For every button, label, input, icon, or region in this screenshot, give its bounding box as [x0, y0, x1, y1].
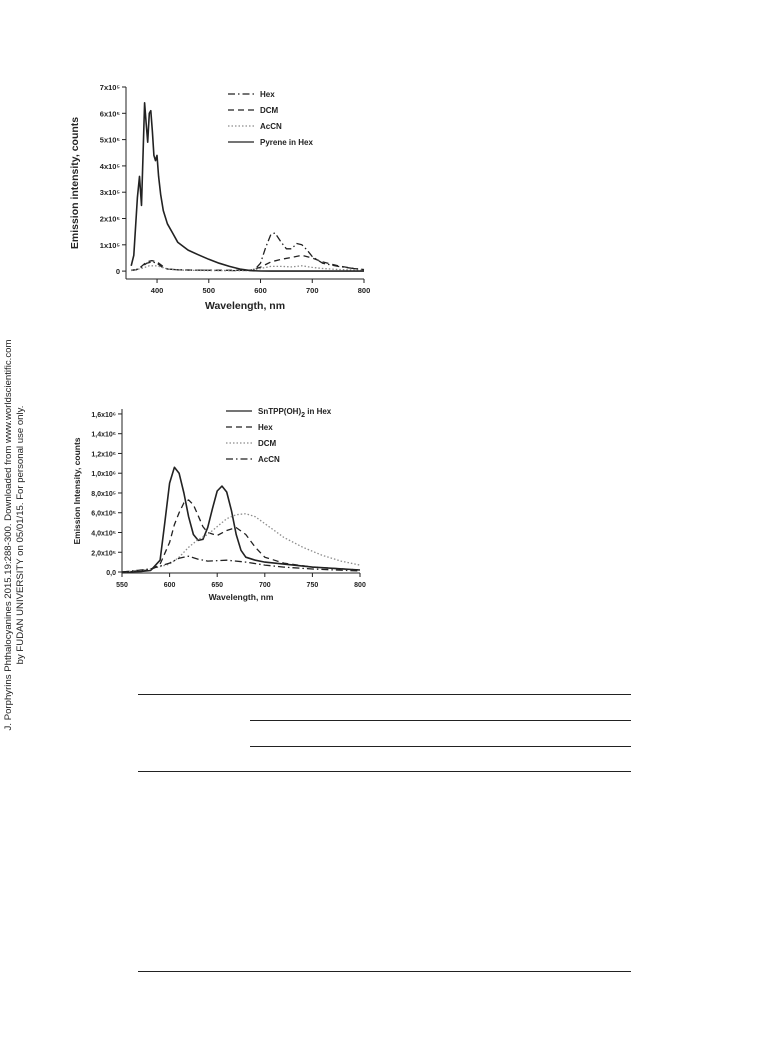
x-tick-label: 650	[211, 582, 224, 589]
y-axis-label: Emission Intensity, counts	[72, 437, 82, 545]
y-tick-label: 4x10⁵	[99, 161, 120, 171]
emission-chart-sntpp	[60, 395, 380, 605]
chart-1-svg	[60, 76, 380, 316]
y-tick-label: 4,0x10⁵	[91, 530, 116, 538]
y-tick-label: 2,0x10⁵	[91, 550, 116, 558]
y-tick-label: 1,6x10⁶	[91, 411, 116, 419]
y-tick-label: 8,0x10⁵	[91, 490, 116, 498]
x-tick-label: 550	[116, 582, 128, 589]
emission-chart-pyrene	[60, 76, 380, 316]
x-tick-label: 700	[306, 286, 319, 295]
legend-label-3: Pyrene in Hex	[260, 138, 313, 147]
series-line-3	[131, 103, 364, 271]
y-tick-label: 0	[115, 267, 120, 277]
x-tick-label: 600	[163, 582, 176, 589]
legend-label-main: SnTPP(OH)	[258, 407, 302, 416]
sidebar-line-2: by FUDAN UNIVERSITY on 05/01/15. For personal use only.	[15, 405, 26, 665]
legend-label-1: DCM	[260, 106, 279, 115]
y-tick-label: 3x10⁵	[99, 188, 120, 198]
sidebar-citation-svg	[2, 330, 28, 740]
x-tick-label: 700	[258, 582, 271, 589]
legend-label-1	[258, 423, 273, 432]
y-tick-label: 0,0	[106, 570, 116, 578]
sidebar-line-1: J. Porphyrins Phthalocyanines 2015.19:288-300. Downloaded from www.worldscientific.com	[3, 339, 14, 731]
y-tick-label: 1,0x10⁶	[91, 471, 116, 479]
series-line-0	[131, 233, 364, 271]
x-tick-label: 750	[306, 582, 319, 589]
y-tick-label: 1,4x10⁶	[91, 431, 116, 439]
y-tick-label: 6,0x10⁵	[91, 510, 116, 518]
series-line-3	[122, 556, 360, 572]
table-header-rule	[138, 771, 631, 772]
legend-label-suffix: in Hex	[305, 407, 332, 416]
legend-label-main: AcCN	[258, 455, 280, 464]
x-tick-label: 800	[357, 286, 371, 295]
table-bottom-rule	[138, 971, 631, 972]
y-tick-label: 6x10⁵	[99, 109, 120, 119]
x-tick-label: 800	[354, 582, 366, 589]
legend-label-0: Hex	[260, 90, 275, 99]
table-sub-rule-1	[250, 720, 631, 721]
legend-label-2	[258, 439, 277, 448]
y-tick-label: 7x10⁵	[99, 83, 120, 92]
table-sub-rule-2	[250, 746, 631, 747]
legend-label-2: AcCN	[260, 122, 282, 131]
x-tick-label: 400	[150, 286, 164, 295]
legend-label-main: DCM	[258, 439, 277, 448]
y-tick-label: 1,2x10⁶	[91, 451, 116, 459]
x-axis-label: Wavelength, nm	[204, 300, 286, 312]
legend-label-main: Hex	[258, 423, 273, 432]
chart-2-svg	[60, 395, 380, 605]
y-tick-label: 2x10⁵	[99, 214, 120, 224]
legend-label-0	[258, 407, 332, 419]
y-tick-label: 1x10⁵	[99, 240, 120, 250]
x-tick-label: 500	[202, 286, 216, 295]
sidebar-citation	[2, 330, 28, 740]
x-axis-label: Wavelength, nm	[208, 592, 274, 602]
table-top-rule	[138, 694, 631, 695]
x-tick-label: 600	[254, 286, 267, 295]
y-axis-label: Emission intensity, counts	[69, 116, 81, 250]
y-tick-label: 5x10⁵	[99, 135, 120, 145]
legend-label-subscript: 2	[301, 412, 306, 419]
legend-label-3	[258, 455, 280, 464]
